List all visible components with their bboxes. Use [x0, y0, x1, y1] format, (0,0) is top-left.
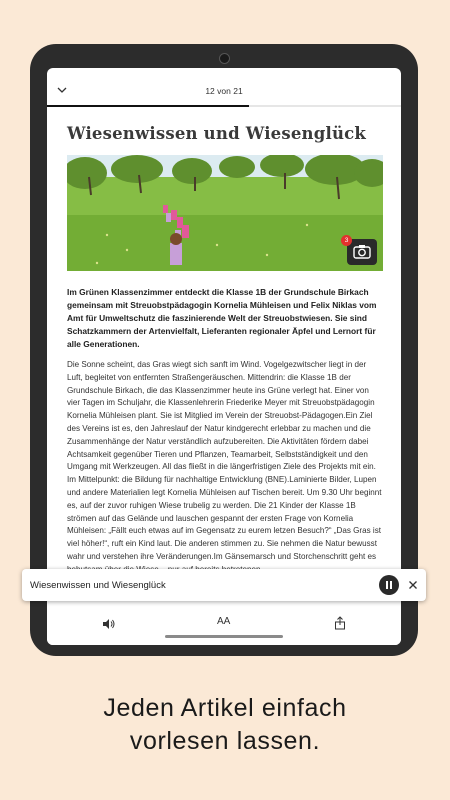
reader-top-bar [47, 68, 401, 108]
meadow-photo [67, 155, 383, 271]
article-lead: Im Grünen Klassenzimmer entdeckt die Klasse 1B der Grundschule Birkach gemeinsam mit Streuobstpädagogin Kornelia Mühleisen und Felix Niklas vom Amt für Umweltschutz die faszinierende Welt der Streuobstwiesen. Sie sind Schatzkammern der Artenvielfalt, Lieferanten regionaler Äpfel und Lernort für alle Generationen. [67, 287, 377, 349]
camera-icon [347, 239, 377, 265]
article-hero-image[interactable] [67, 155, 383, 271]
front-camera [219, 53, 230, 64]
page-indicator: 12 von 21 [205, 86, 243, 96]
speaker-icon[interactable] [102, 618, 116, 630]
font-size-button[interactable]: AA [217, 616, 231, 627]
promo-tagline [0, 692, 450, 758]
close-icon[interactable] [406, 578, 420, 592]
tagline-line-1: Jeden Artikel einfach [103, 694, 347, 722]
article-body: Die Sonne scheint, das Gras wiegt sich sanft im Wind. Vogelgezwitscher liegt in der Luft, begleitet von entfernten Straßengeräuschen. Mittendrin: die Klasse 1B der Grundschule Birkach, die das Klassenzimmer heute ins Grüne verlegt hat. Einer von vier Tagen im Schuljahr, die Klassenlehrerin Friederike Meyer mit Streuobstpädagogin Kornelia Mühleisen plant. Sie ist Mitglied im Verein der Streuobst-Pädagogen.Ein Ziel des Vereins ist es, den Jahreslauf der Natur kindgerecht erlebbar zu machen und die Zusammenhänge der Natur verständlich aufzubereiten. Die Aktivitäten fördern dabei Achtsamkeit gegenüber Tieren und Pflanzen, Teamarbeit, Selbstständigkeit und den Umgang mit Werkzeugen. All das fließt in die längerfristigen Ziele des Projekts mit ein. Im Mittelpunkt: die Bildung für nachhaltige Entwicklung (BNE).Laminierte Bilder, Lupen und andere Materialien legt Kornelia Mühleisen auf Tischen bereit. Um 9.30 Uhr beginnt es, auf der zuvor ruhigen Wiese trubelig zu werden. Die 21 Kinder der Klasse 1B strömen auf das Gelände und lauschen gespannt der ersten Frage von Kornelia Mühleisen: „Fällt euch etwas auf im Gegensatz zu eurem letzen Besuch?“ „Das Gras ist viel höher!“, ruft ein Kind laut. Die anderen stimmen zu. Sie nehmen die Natur bewusst wahr und verstehen ihre Veränderungen.Im Gänsemarsch und Storchenschritt geht es [67, 360, 382, 561]
player-title: Wiesenwissen und Wiesenglück [30, 580, 166, 591]
image-count-badge: 3 [341, 235, 352, 246]
article [67, 112, 383, 577]
tablet-device [30, 44, 418, 656]
page-progress-bar [47, 105, 401, 107]
pause-button[interactable] [379, 575, 399, 595]
gallery-button[interactable] [347, 239, 377, 265]
pause-icon [379, 575, 399, 595]
tagline-line-2: vorlesen lassen. [129, 727, 321, 755]
reader-screen [47, 68, 401, 645]
home-indicator [165, 635, 283, 638]
share-icon[interactable] [334, 616, 346, 630]
page-progress-fill [47, 105, 249, 107]
audio-player-bar[interactable] [22, 569, 426, 601]
reader-bottom-toolbar [47, 604, 401, 645]
article-title: Wiesenwissen und Wiesenglück [67, 124, 367, 143]
